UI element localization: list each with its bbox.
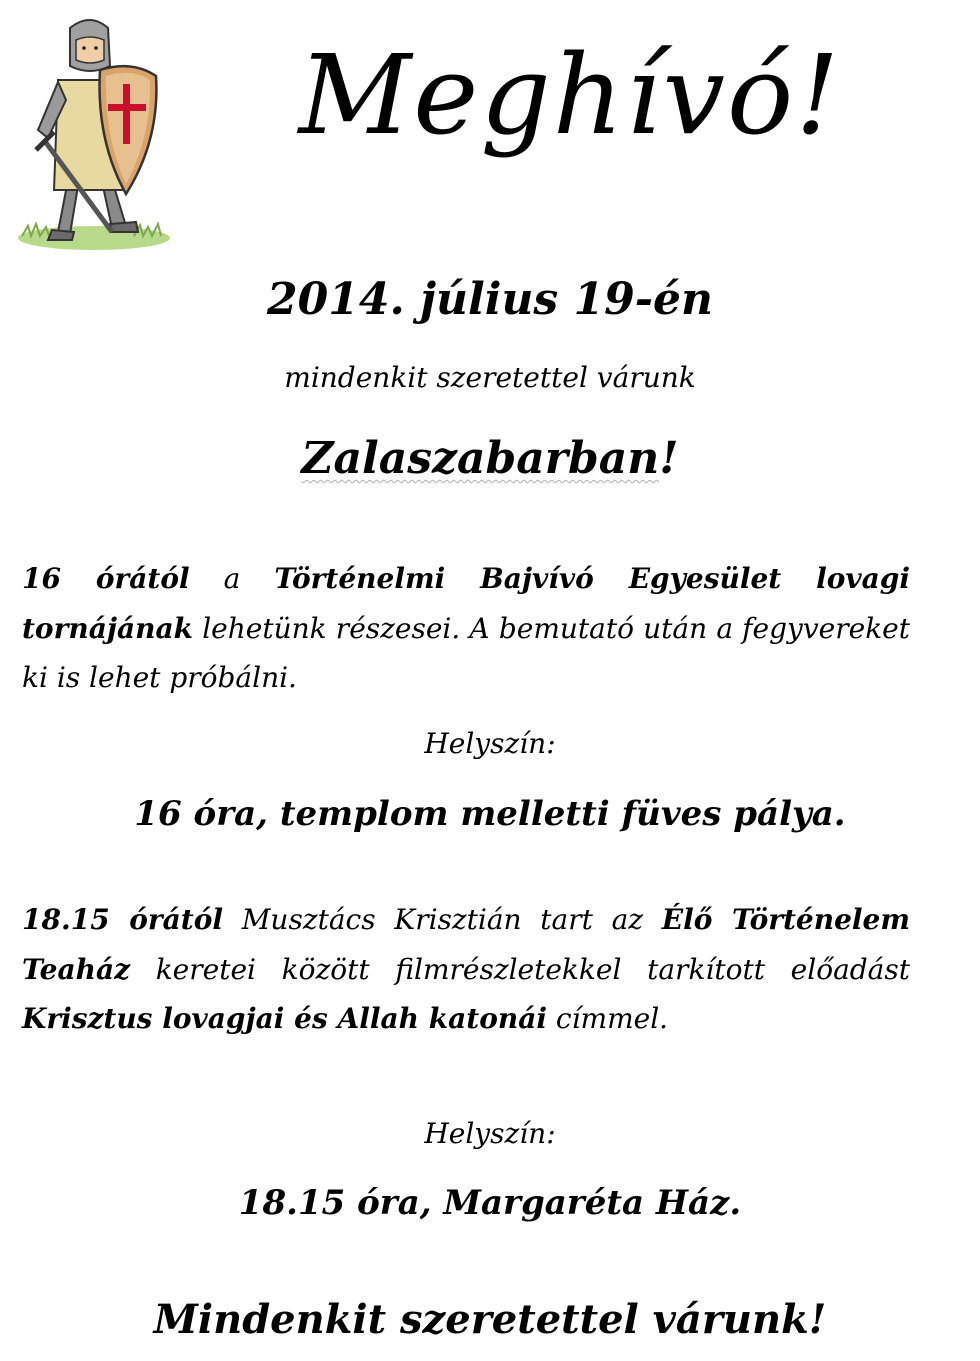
event2-time: 18.15 órától	[22, 903, 224, 936]
event2-venue: Élő Történelem Teaház	[22, 903, 910, 986]
event1-description	[22, 554, 910, 703]
event2-text-2: keretei között filmrészletekkel tarkított előadást	[129, 952, 910, 986]
invitation-title: Meghívó!	[298, 31, 842, 159]
event-date: 2014. július 19-én	[267, 274, 713, 325]
event2-text-1: Musztács Krisztián tart az	[223, 903, 662, 936]
event1-text-1: a	[189, 562, 275, 595]
event1-location: 16 óra, templom melletti füves pálya.	[134, 794, 846, 834]
event1-location-label: Helyszín:	[424, 727, 556, 760]
event1-text-2: lehetünk részesei. A bemutató után a fegyvereket ki is lehet próbálni.	[22, 611, 910, 694]
event1-time: 16 órától	[22, 562, 190, 595]
event2-lecture-title: Krisztus lovagjai és Allah katonái	[22, 1002, 548, 1035]
event2-location-label: Helyszín:	[424, 1117, 556, 1150]
event1-club: Történelmi Bajvívó Egyesület lovagi tornájának	[22, 562, 911, 645]
invitation-subtitle: mindenkit szeretettel várunk	[284, 361, 696, 394]
knight-illustration	[14, 10, 174, 254]
town-heading	[0, 424, 980, 494]
event2-text-3: címmel.	[547, 1002, 669, 1035]
town-name: Zalaszabarban	[301, 433, 660, 484]
town-suffix: !	[659, 433, 679, 484]
event2-location: 18.15 óra, Margaréta Ház.	[238, 1183, 742, 1223]
closing-line: Mindenkit szeretettel várunk!	[153, 1296, 827, 1343]
event2-description	[22, 895, 910, 1044]
